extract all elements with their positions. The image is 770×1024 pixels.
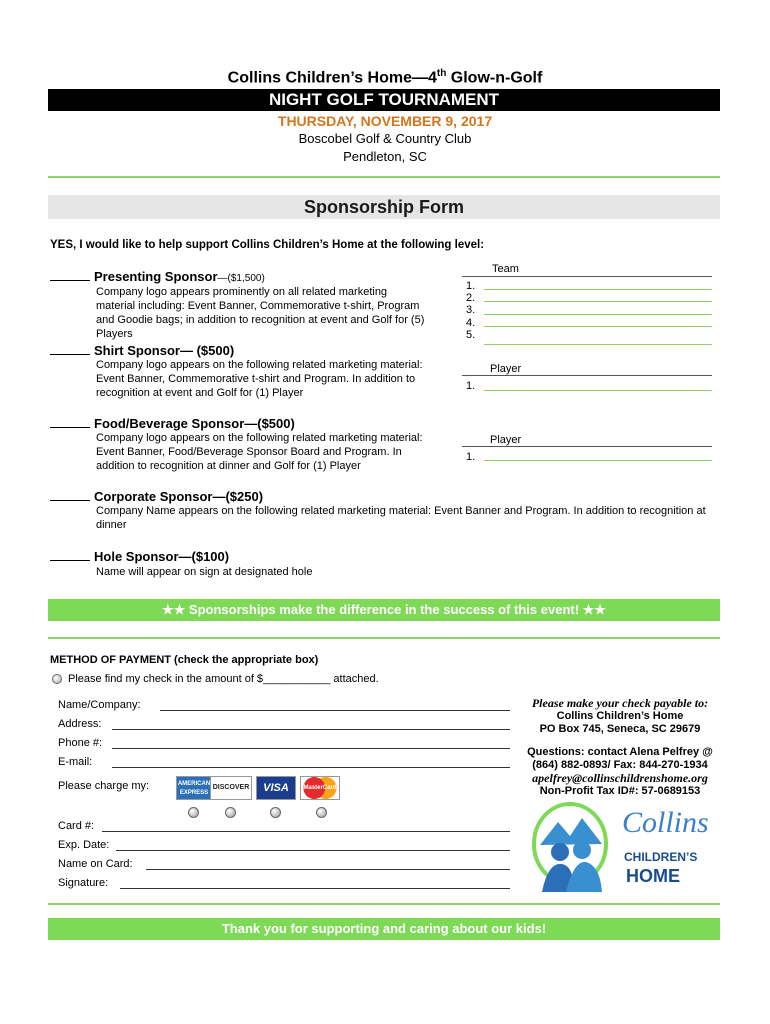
team-line-4[interactable] xyxy=(484,326,712,327)
level-presenting: Presenting Sponsor—($1,500) xyxy=(50,269,265,284)
team-line-2[interactable] xyxy=(484,301,712,302)
level-shirt: Shirt Sponsor— ($500) xyxy=(50,343,234,358)
team-header-line xyxy=(462,276,712,277)
event-title: Collins Children’s Home—4th Glow-n-Golf xyxy=(227,68,543,87)
player-header: Player xyxy=(490,363,522,375)
name-label: Name/Company: xyxy=(58,699,141,711)
phone-label: Phone #: xyxy=(58,737,103,749)
name-on-card-label: Name on Card: xyxy=(58,858,133,870)
check-option: Please find my check in the amount of $___________ attached. xyxy=(52,673,379,685)
level-hole: Hole Sponsor—($100) xyxy=(50,549,229,564)
signature-label: Signature: xyxy=(58,877,109,889)
team-numbers: 1. 2. 3. 4. 5. xyxy=(466,280,476,341)
level-blank[interactable] xyxy=(50,491,90,501)
team-line-1[interactable] xyxy=(484,289,712,290)
amex-radio[interactable] xyxy=(188,807,199,818)
player-number: 1. xyxy=(466,380,476,392)
player-header: Player xyxy=(490,434,522,446)
team-line-3[interactable] xyxy=(484,314,712,315)
card-label: Card #: xyxy=(58,820,95,832)
email-label: E-mail: xyxy=(58,756,93,768)
level-food-beverage: Food/Beverage Sponsor—($500) xyxy=(50,416,295,431)
player-header-line xyxy=(462,446,712,447)
night-golf-banner: NIGHT GOLF TOURNAMENT xyxy=(48,89,720,111)
level-desc: Name will appear on sign at designated hole xyxy=(96,566,313,578)
signature-field[interactable] xyxy=(120,888,510,889)
divider xyxy=(48,637,720,639)
level-desc: Company logo appears on the following related marketing material: Event Banner, Food/Beverage Sponsor Board and Program. In addition to recognition at dinner and Golf for (1) Player xyxy=(96,432,423,472)
mastercard-radio[interactable] xyxy=(316,807,327,818)
address-label: Address: xyxy=(58,718,102,730)
card-field[interactable] xyxy=(102,831,510,832)
check-radio[interactable] xyxy=(52,674,62,684)
payment-title: METHOD OF PAYMENT (check the appropriate box) xyxy=(50,654,319,666)
promo-banner: ★★ Sponsorships make the difference in the success of this event! ★★ xyxy=(48,599,720,621)
level-blank[interactable] xyxy=(50,345,90,355)
player-line[interactable] xyxy=(484,390,712,391)
venue-name: Boscobel Golf & Country Club xyxy=(298,131,472,146)
logo-word-home: HOME xyxy=(626,866,680,886)
amex-card-icon: AMERICAN EXPRESS xyxy=(176,776,212,800)
form-title: Sponsorship Form xyxy=(48,195,720,219)
collins-logo xyxy=(530,800,720,900)
event-date: THURSDAY, NOVEMBER 9, 2017 xyxy=(277,113,493,129)
level-desc: Company Name appears on the following related marketing material: Event Banner and Program. In addition to recognition at dinner xyxy=(96,505,706,531)
logo-word-childrens: CHILDREN’S xyxy=(624,850,698,864)
discover-card-icon: DISCOVER xyxy=(210,776,252,800)
name-on-card-field[interactable] xyxy=(146,869,510,870)
exp-field[interactable] xyxy=(116,850,510,851)
mastercard-card-icon: MasterCard xyxy=(300,776,340,800)
divider xyxy=(48,176,720,178)
exp-label: Exp. Date: xyxy=(58,839,110,851)
email-field[interactable] xyxy=(112,767,510,768)
level-desc: Company logo appears prominently on all related marketing material including: Event Banner, Commemorative t-shirt, Program and Goodie bags; in addition to recognition at event and Golf for (5) Players xyxy=(96,286,425,340)
intro-text: YES, I would like to help support Collins Children’s Home at the following level: xyxy=(50,239,485,251)
level-desc: Company logo appears on the following related marketing material: Event Banner, Commemorative t-shirt and Program. In addition to recognition at event and Golf for (1) Player xyxy=(96,359,423,399)
player-line[interactable] xyxy=(484,460,712,461)
level-blank[interactable] xyxy=(50,271,90,281)
venue-city: Pendleton, SC xyxy=(343,149,427,164)
visa-card-icon: VISA xyxy=(256,776,296,800)
level-blank[interactable] xyxy=(50,418,90,428)
divider xyxy=(48,903,720,905)
address-field[interactable] xyxy=(112,729,510,730)
level-blank[interactable] xyxy=(50,551,90,561)
discover-radio[interactable] xyxy=(225,807,236,818)
team-header: Team xyxy=(492,263,519,275)
charge-label: Please charge my: xyxy=(58,780,150,792)
logo-word-collins: Collins xyxy=(622,806,709,839)
phone-field[interactable] xyxy=(112,748,510,749)
team-line-5[interactable] xyxy=(484,344,712,345)
player-header-line xyxy=(462,375,712,376)
level-corporate: Corporate Sponsor—($250) xyxy=(50,489,263,504)
name-field[interactable] xyxy=(160,710,510,711)
payable-info: Please make your check payable to: Collins Children’s Home PO Box 745, Seneca, SC 29679 Questions: contact Alena Pelfrey @ (864) 882-0893/ Fax: 844-270-1934 apelfrey@collinschildrenshome.org Non-Profit Tax ID#: 57-0689153 xyxy=(527,696,713,797)
player-number: 1. xyxy=(466,451,476,463)
thanks-banner: Thank you for supporting and caring about our kids! xyxy=(48,918,720,940)
visa-radio[interactable] xyxy=(270,807,281,818)
